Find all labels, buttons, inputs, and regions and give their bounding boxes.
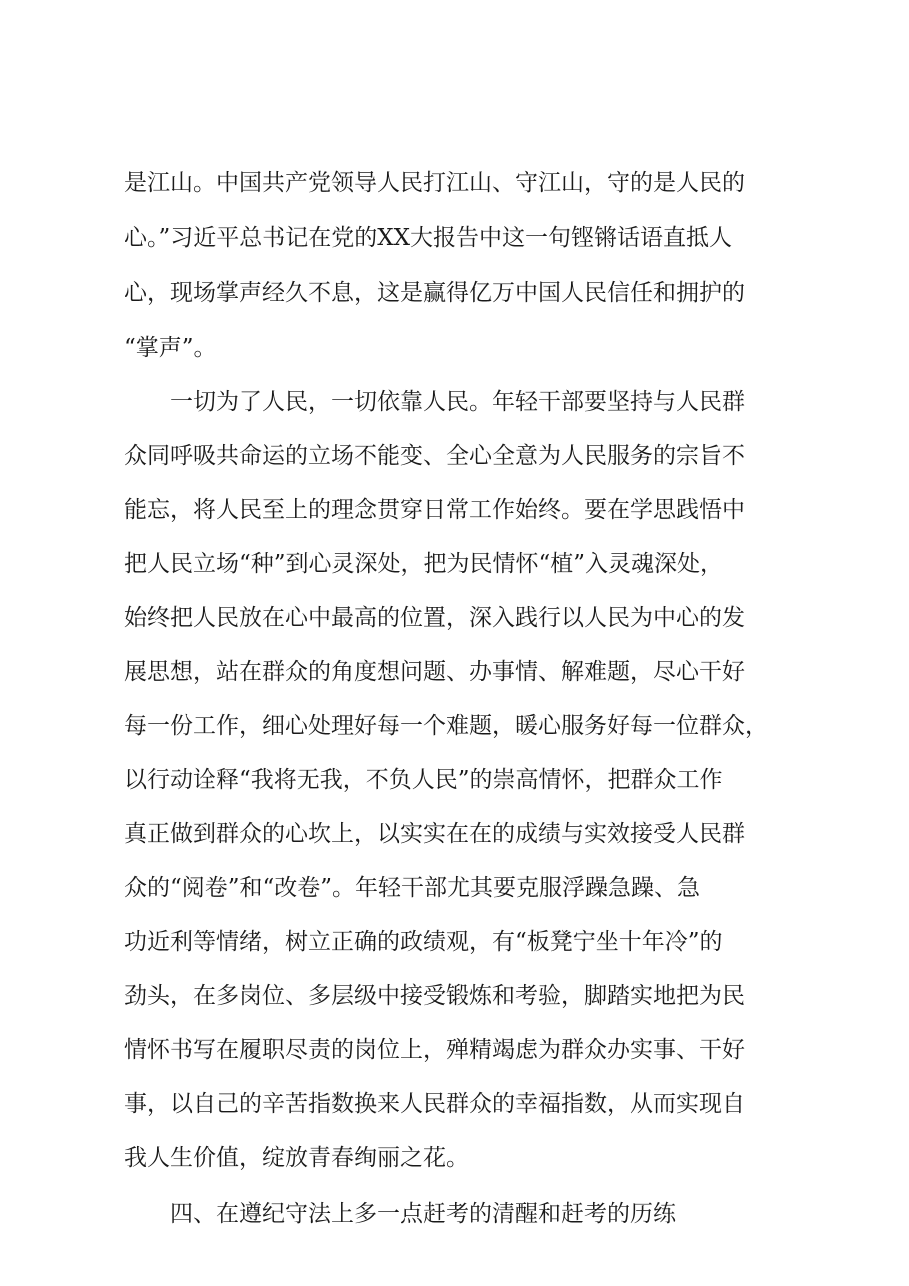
text-line: 一切为了人民，一切依靠人民。年轻干部要坚持与人民群 [170,389,745,415]
text-line: 始终把人民放在心中最高的位置，深入践行以人民为中心的发 [124,605,745,631]
text-line: 劲头，在多岗位、多层级中接受锻炼和考验，脚踏实地把为民 [124,983,745,1009]
text-line: 把人民立场“种”到心灵深处，把为民情怀“植”入灵魂深处， [124,551,724,577]
text-line: 情怀书写在履职尽责的岗位上，殚精竭虑为群众办实事、干好 [124,1037,745,1063]
text-line: 功近利等情绪，树立正确的政绩观，有“板凳宁坐十年冷”的 [124,929,723,955]
text-line: 以行动诠释“我将无我，不负人民”的崇高情怀，把群众工作 [124,767,723,793]
text-line: 展思想，站在群众的角度想问题、办事情、解难题，尽心干好 [124,659,745,685]
text-line: 我人生价值，绽放青春绚丽之花。 [124,1145,469,1171]
text-line: 众同呼吸共命运的立场不能变、全心全意为人民服务的宗旨不 [124,443,745,469]
text-line: 事，以自己的辛苦指数换来人民群众的幸福指数，从而实现自 [124,1091,745,1117]
text-line: “掌声”。 [124,335,217,361]
text-line: 心，现场掌声经久不息，这是赢得亿万中国人民信任和拥护的 [124,280,745,306]
text-line: 能忘，将人民至上的理念贯穿日常工作始终。要在学思践悟中 [124,497,745,523]
text-line: 真正做到群众的心坎上，以实实在在的成绩与实效接受人民群 [124,821,745,847]
text-line: 心。”习近平总书记在党的XX大报告中这一句铿锵话语直抵人 [124,225,733,251]
text-line: 每一份工作，细心处理好每一个难题，暖心服务好每一位群众， [124,713,768,739]
section-heading: 四、在遵纪守法上多一点赶考的清醒和赶考的历练 [170,1201,676,1227]
text-line: 众的“阅卷”和“改卷”。年轻干部尤其要克服浮躁急躁、急 [124,875,701,901]
text-line: 是江山。中国共产党领导人民打江山、守江山，守的是人民的 [124,170,745,196]
